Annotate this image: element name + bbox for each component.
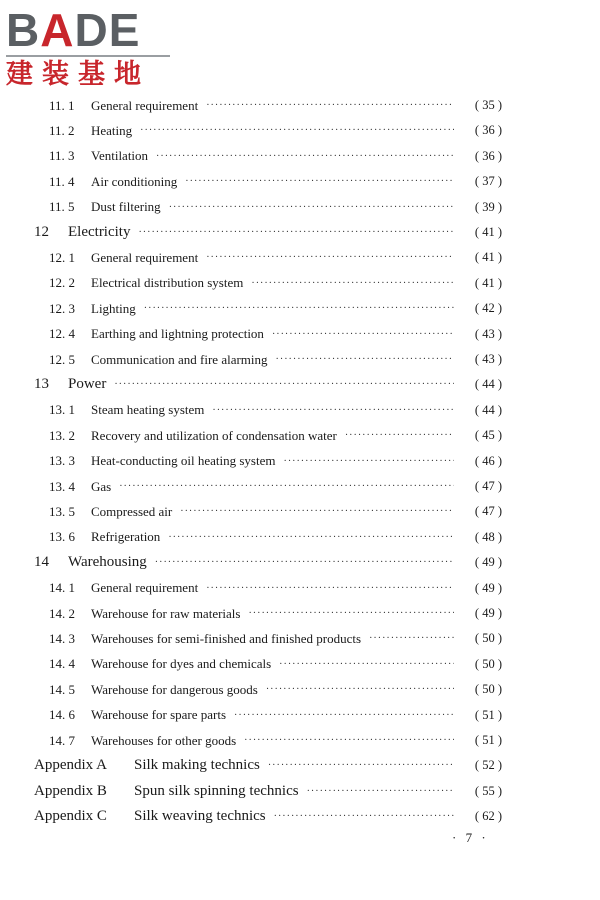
toc-entry [0, 423, 600, 448]
toc-dot-leader [144, 303, 454, 314]
toc-entry [0, 626, 600, 651]
toc-entry-title: General requirement [91, 580, 199, 596]
toc-entry-number: 12. 1 [49, 249, 75, 265]
toc-entry [0, 169, 600, 194]
toc-entry-number: 12. 5 [49, 351, 75, 367]
toc-entry-number: 12 [34, 224, 49, 240]
toc-entry-title: Air conditioning [91, 173, 178, 189]
toc-entry-title: Steam heating system [91, 402, 205, 418]
toc-entry [0, 550, 600, 575]
toc-entry-number: 12. 4 [49, 326, 75, 342]
toc-entry-page: ( 55 ) [474, 783, 502, 798]
toc-entry-title: Warehouse for spare parts [91, 707, 227, 723]
toc-entry-number: 11. 1 [49, 97, 75, 113]
toc-entry-number: 13. 3 [49, 453, 75, 469]
toc-entry-page: ( 36 ) [474, 123, 502, 138]
toc-dot-leader [272, 329, 454, 340]
toc-entry-title: Electricity [68, 224, 131, 240]
toc-entry [0, 118, 600, 143]
toc-entry-page: ( 47 ) [474, 479, 502, 493]
toc-entry-page: ( 42 ) [474, 301, 502, 316]
toc-entry [0, 779, 600, 804]
toc-entry-title: Refrigeration [91, 529, 161, 545]
toc-entry-page: ( 51 ) [474, 733, 502, 747]
toc-entry-number: 14. 1 [49, 580, 75, 596]
toc-entry-title: Warehouse for raw materials [91, 605, 241, 621]
toc-dot-leader [155, 557, 454, 568]
toc-entry-number: 14. 5 [49, 681, 75, 697]
toc-entry-page: ( 50 ) [474, 656, 502, 671]
toc-dot-leader [279, 659, 454, 670]
toc-entry-page: ( 49 ) [474, 606, 502, 620]
toc-dot-leader [369, 633, 454, 644]
toc-entry-page: ( 46 ) [474, 453, 502, 468]
toc-entry-number: 11. 5 [49, 199, 75, 215]
toc-entry-number: 13. 2 [49, 427, 75, 443]
brand-logo-text [6, 6, 176, 54]
toc-dot-leader [244, 735, 454, 746]
toc-dot-leader [206, 583, 454, 594]
toc-entry-page: ( 49 ) [474, 580, 502, 595]
toc-entry [0, 728, 600, 753]
toc-entry-page: ( 52 ) [474, 758, 502, 773]
toc-entry [0, 93, 600, 118]
toc-dot-leader [114, 379, 454, 390]
toc-entry [0, 652, 600, 677]
toc-entry [0, 220, 600, 245]
toc-entry [0, 753, 600, 778]
brand-logo-main: BADE [6, 4, 141, 56]
toc-entry [0, 322, 600, 347]
toc-entry-page: ( 41 ) [474, 275, 502, 290]
toc-entry-page: ( 41 ) [474, 250, 502, 265]
toc-entry-title: Heating [91, 122, 133, 138]
brand-logo-cn: 建装基地 [6, 59, 150, 90]
toc-entry-title: Recovery and utilization of condensation water [91, 427, 337, 443]
toc-entry [0, 474, 600, 499]
toc-entry [0, 576, 600, 601]
toc-entry-page: ( 41 ) [474, 225, 502, 239]
toc-entry-number: 13. 4 [49, 478, 75, 494]
toc-entry [0, 296, 600, 321]
toc-entry [0, 677, 600, 702]
toc-entry-page: ( 37 ) [474, 174, 502, 189]
toc-entry-title: Silk making technics [134, 757, 260, 774]
toc-entry-title: Communication and fire alarming [91, 351, 268, 367]
toc-entry-page: ( 36 ) [474, 148, 502, 163]
toc-entry-page: ( 44 ) [474, 377, 502, 392]
page-number: · 7 · [452, 830, 489, 845]
toc-dot-leader [345, 430, 454, 441]
toc-entry-number: 14. 6 [49, 707, 75, 723]
toc-dot-leader [274, 811, 454, 822]
toc-entry [0, 245, 600, 270]
toc-entry-page: ( 43 ) [474, 352, 502, 366]
toc-entry-title: Earthing and lightning protection [91, 326, 264, 342]
toc-entry [0, 398, 600, 423]
toc-dot-leader [185, 176, 454, 187]
toc-entry [0, 601, 600, 626]
toc-entry-title: Compressed air [91, 503, 173, 519]
toc-entry-title: Warehousing [68, 554, 147, 571]
toc-entry-title: Heat-conducting oil heating system [91, 453, 276, 469]
toc-entry-number: Appendix A [34, 757, 107, 774]
toc-dot-leader [206, 252, 454, 263]
toc-entry-title: Ventilation [91, 148, 149, 164]
toc-entry-number: 11. 4 [49, 173, 75, 189]
toc-dot-leader [206, 100, 454, 111]
toc-dot-leader [140, 125, 454, 136]
toc-entry-number: 13. 5 [49, 503, 75, 519]
toc-entry [0, 372, 600, 397]
toc-dot-leader [248, 608, 454, 619]
toc-entry-title: Lighting [91, 300, 136, 316]
toc-dot-leader [212, 405, 454, 416]
toc-entry-title: Electrical distribution system [91, 275, 244, 291]
toc-dot-leader [138, 227, 454, 238]
toc-entry-number: 13 [34, 376, 49, 393]
toc-dot-leader [168, 532, 454, 543]
toc-entry-number: 12. 2 [49, 275, 75, 291]
toc-entry [0, 499, 600, 524]
toc-entry-number: 13. 1 [49, 402, 75, 418]
toc-entry-title: General requirement [91, 249, 199, 265]
toc-entry-page: ( 39 ) [474, 199, 502, 214]
toc-entry-number: 13. 6 [49, 529, 75, 545]
toc-entry [0, 449, 600, 474]
toc-entry-page: ( 51 ) [474, 707, 502, 722]
toc-dot-leader [234, 710, 454, 721]
toc-entry-number: 14. 4 [49, 656, 75, 672]
toc-entry [0, 804, 600, 829]
toc-dot-leader [156, 151, 454, 162]
toc-entry [0, 347, 600, 372]
brand-logo [6, 6, 176, 90]
toc-entry [0, 703, 600, 728]
toc-dot-leader [276, 354, 454, 365]
toc-dot-leader [251, 278, 454, 289]
toc-entry-page: ( 43 ) [474, 326, 502, 341]
toc-entry-number: 11. 3 [49, 148, 75, 164]
toc-entry-number: 14. 3 [49, 630, 75, 646]
toc-entry-page: ( 50 ) [474, 631, 502, 646]
toc-entry-page: ( 50 ) [474, 682, 502, 697]
toc-dot-leader [119, 481, 454, 492]
toc-entry [0, 525, 600, 550]
toc-entry-title: Warehouse for dyes and chemicals [91, 656, 272, 672]
toc-entry-title: Warehouses for semi-finished and finished products [91, 630, 362, 646]
toc-dot-leader [180, 506, 454, 517]
toc-entry-number: 12. 3 [49, 300, 75, 316]
toc-entry [0, 271, 600, 296]
toc-entry-page: ( 48 ) [474, 529, 502, 544]
toc-entry-title: General requirement [91, 97, 199, 113]
toc-entry-number: 11. 2 [49, 122, 75, 138]
toc-entry-title: Gas [91, 478, 112, 494]
toc-dot-leader [268, 760, 454, 771]
toc-entry-page: ( 62 ) [474, 809, 502, 824]
toc-entry [0, 195, 600, 220]
toc-entry-number: 14. 2 [49, 605, 75, 621]
toc-entry-title: Warehouse for dangerous goods [91, 681, 258, 697]
toc-entry-title: Dust filtering [91, 199, 161, 215]
toc-entry-number: 14. 7 [49, 732, 75, 748]
toc-dot-leader [283, 456, 454, 467]
toc-entry [0, 144, 600, 169]
toc-entry-page: ( 44 ) [474, 402, 502, 417]
toc-dot-leader [266, 684, 454, 695]
toc-entry-title: Warehouses for other goods [91, 732, 237, 748]
toc-entry-title: Power [68, 376, 107, 393]
toc-dot-leader [169, 202, 454, 213]
toc-entry-page: ( 45 ) [474, 428, 502, 443]
toc-entry-title: Spun silk spinning technics [134, 782, 299, 799]
toc-entry-page: ( 47 ) [474, 504, 502, 519]
toc-entry-number: Appendix B [34, 782, 107, 799]
toc-entry-page: ( 35 ) [474, 98, 502, 112]
toc-entry-title: Silk weaving technics [134, 808, 266, 825]
toc-dot-leader [307, 786, 454, 797]
toc-entry-number: 14 [34, 554, 49, 571]
toc-entry-number: Appendix C [34, 808, 107, 825]
toc-entry-page: ( 49 ) [474, 555, 502, 570]
